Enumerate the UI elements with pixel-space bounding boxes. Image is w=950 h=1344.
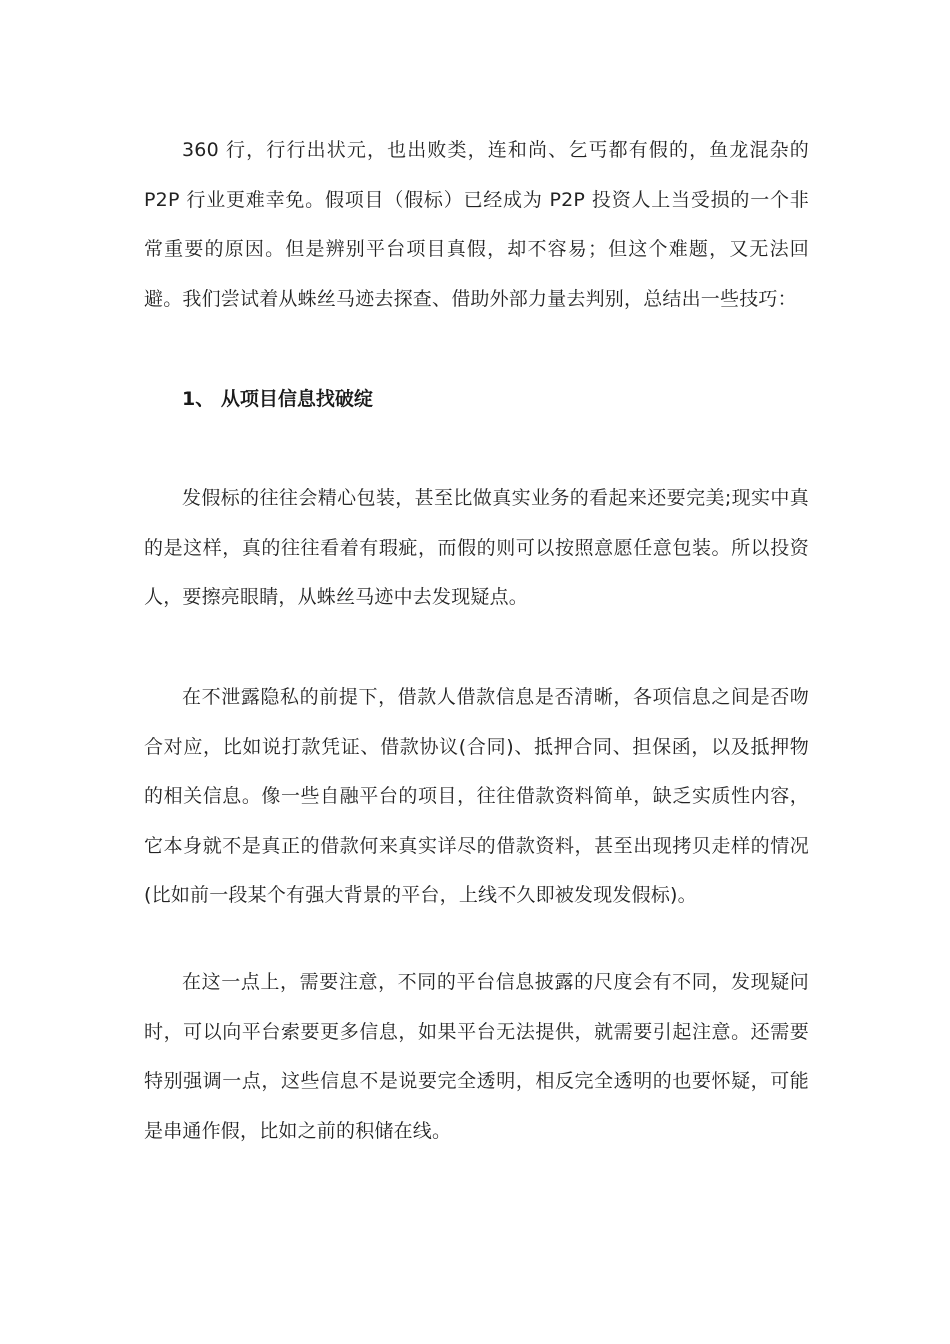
body-paragraph-4: 在这一点上，需要注意，不同的平台信息披露的尺度会有不同，发现疑问时，可以向平台索要更多信息，如果平台无法提供，就需要引起注意。还需要特别强调一点，这些信息不是说要完全透明，相反完全透明的也要怀疑，可能是串通作假，比如之前的积储在线。 (144, 971, 809, 1142)
body-paragraph-2: 发假标的往往会精心包装，甚至比做真实业务的看起来还要完美;现实中真的是这样，真的往往看着有瑕疵，而假的则可以按照意愿任意包装。所以投资人，要擦亮眼睛，从蛛丝马迹中去发现疑点。 (144, 487, 809, 608)
section-heading: 1、 从项目信息找破绽 (182, 388, 373, 410)
body-paragraph-3: 在不泄露隐私的前提下，借款人借款信息是否清晰，各项信息之间是否吻合对应，比如说打款凭证、借款协议(合同)、抵押合同、担保函，以及抵押物的相关信息。像一些自融平台的项目，往往借款资料简单，缺乏实质性内容，它本身就不是真正的借款何来真实详尽的借款资料，甚至出现拷贝走样的情况(比如前一段某个有强大背景的平台，上线不久即被发现发假标)。 (144, 686, 809, 906)
intro-paragraph: 360 行，行行出状元，也出败类，连和尚、乞丐都有假的，鱼龙混杂的 P2P 行业更难幸免。假项目（假标）已经成为 P2P 投资人上当受损的一个非常重要的原因。但是辨别平台项目真假，却不容易；但这个难题，又无法回避。我们尝试着从蛛丝马迹去探查、借助外部力量去判别，总结出一些技巧： (144, 139, 809, 310)
